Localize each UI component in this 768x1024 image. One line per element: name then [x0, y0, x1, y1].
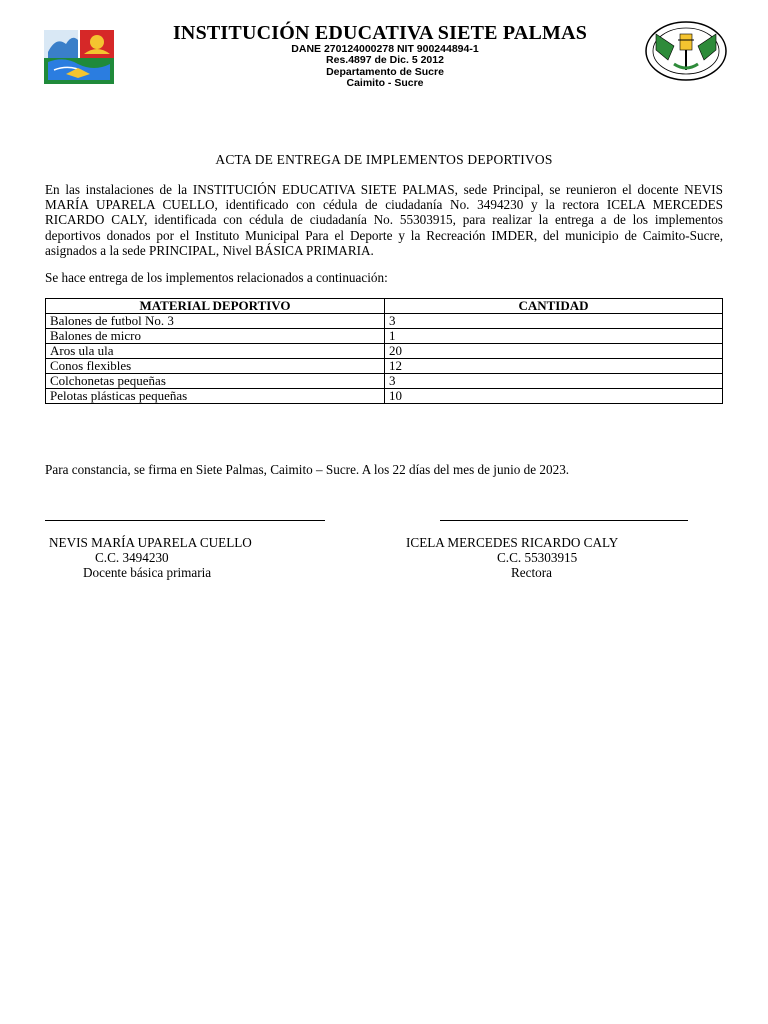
table-row: [46, 329, 723, 344]
table-row: [46, 374, 723, 389]
header-line-resolution: Res.4897 de Dic. 5 2012: [326, 54, 444, 67]
table-row: [46, 389, 723, 404]
signatory-role: Rectora: [511, 565, 553, 580]
document-header: [0, 0, 768, 100]
quantity-cell: 20: [385, 344, 723, 359]
body-paragraph: En las instalaciones de la INSTITUCIÓN EDUCATIVA SIETE PALMAS, sede Principal, se reunieron el docente NEVIS MARÍA UPARELA CUELLO, identificado con cédula de ciudadanía No. 3494230 y la rectora ICELA MERCEDES RICARDO CALY, identificada con cédula de ciudadanía No. 55303915, para realizar la entrega a de los implementos deportivos donados por el Instituto Municipal Para el Deporte y la Recreación IMDER, del municipio de Caimito-Sucre, asignados a la sede PRINCIPAL, Nivel BÁSICA PRIMARIA.: [45, 182, 723, 258]
material-cell: Pelotas plásticas pequeñas: [46, 389, 385, 404]
quantity-cell: 3: [385, 374, 723, 389]
header-line-city: Caimito - Sucre: [346, 77, 424, 90]
closing-statement: Para constancia, se firma en Siete Palmas, Caimito – Sucre. A los 22 días del mes de junio de 2023.: [45, 462, 570, 477]
header-line-department: Departamento de Sucre: [326, 65, 444, 78]
signatory-id: C.C. 55303915: [497, 550, 578, 565]
header-line-dane: DANE 270124000278 NIT 900244894-1: [291, 43, 479, 55]
material-cell: Balones de futbol No. 3: [46, 314, 385, 329]
school-crest-icon: [644, 20, 728, 82]
column-header-quantity: CANTIDAD: [385, 299, 723, 314]
table-header-row: [46, 299, 723, 314]
table-row: [46, 359, 723, 374]
signature-block-teacher: [45, 520, 325, 580]
table-intro: Se hace entrega de los implementos relacionados a continuación:: [45, 270, 388, 285]
material-cell: Conos flexibles: [46, 359, 385, 374]
implements-table: [45, 298, 723, 404]
signatory-name: ICELA MERCEDES RICARDO CALY: [406, 535, 619, 550]
material-cell: Colchonetas pequeñas: [46, 374, 385, 389]
signatory-name: NEVIS MARÍA UPARELA CUELLO: [49, 535, 252, 550]
quantity-cell: 1: [385, 329, 723, 344]
header-details: [185, 44, 585, 90]
signatory-id: C.C. 3494230: [95, 550, 169, 565]
table-row: [46, 314, 723, 329]
quantity-cell: 12: [385, 359, 723, 374]
material-cell: Balones de micro: [46, 329, 385, 344]
signatory-role: Docente básica primaria: [83, 565, 212, 580]
quantity-cell: 10: [385, 389, 723, 404]
table-row: [46, 344, 723, 359]
column-header-material: MATERIAL DEPORTIVO: [46, 299, 385, 314]
signature-line: [45, 520, 325, 521]
signature-block-rector: [400, 520, 690, 580]
material-cell: Aros ula ula: [46, 344, 385, 359]
school-name: INSTITUCIÓN EDUCATIVA SIETE PALMAS: [172, 22, 588, 44]
department-flag-shield-icon: [44, 30, 114, 84]
signature-line: [440, 520, 688, 521]
quantity-cell: 3: [385, 314, 723, 329]
document-title: ACTA DE ENTREGA DE IMPLEMENTOS DEPORTIVOS: [215, 152, 553, 167]
